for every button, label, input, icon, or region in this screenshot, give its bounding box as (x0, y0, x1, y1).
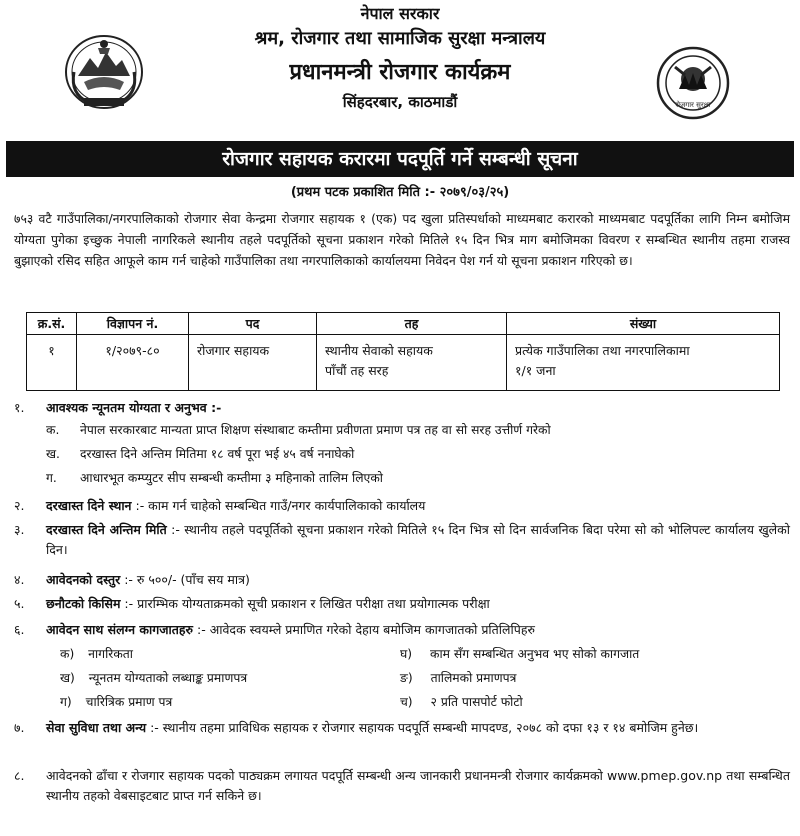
section-text: :- काम गर्न चाहेको सम्बन्धित गाउँ/नगर कार्यपालिकाको कार्यालय (135, 498, 426, 513)
document-text: तालिमको प्रमाणपत्र (430, 671, 517, 685)
document-text: न्यूनतम योग्यताको लब्धाङ्क प्रमाणपत्र (88, 671, 248, 685)
list-item-text: दरखास्त दिने अन्तिम मितिमा १८ वर्ष पूरा भई ४५ वर्ष ननाघेको (80, 447, 355, 461)
document-text: नागरिकता (88, 647, 133, 661)
notice-header (0, 0, 800, 138)
publication-date: (प्रथम पटक प्रकाशित मिति :- २०७९/०३/२५) (290, 185, 510, 200)
document-text: काम सँग सम्बन्धित अनुभव भए सोको कागजात (430, 647, 640, 661)
section-text: :- स्थानीय तहमा प्राविधिक सहायक र रोजगार सहायक पदपूर्ति सम्बन्धी मापदण्ड, २०७८ को दफा १३ र १४ बमोजिम हुनेछ। (150, 720, 699, 735)
table-cell-post: रोजगार सहायक (189, 335, 317, 391)
section-number: ६. (14, 622, 25, 637)
table-cell-level (317, 335, 507, 391)
document-label: ग) (60, 695, 72, 709)
table-header-row (27, 313, 780, 335)
section-title: आवेदन साथ संलग्न कागजातहरु (46, 622, 194, 637)
section-text: :- स्थानीय तहले पदपूर्तिको सूचना प्रकाशन गरेको मितिले १५ दिन भित्र सो दिन सार्वजनिक बिदा परेमा सो को भोलिपल्ट कार्यालय खुलेको दिन। (46, 522, 790, 557)
ministry-name: श्रम, रोजगार तथा सामाजिक सुरक्षा मन्त्रालय (254, 28, 546, 49)
section-title: छनौटको किसिम (46, 596, 121, 611)
section-title: दरखास्त दिने अन्तिम मिति (46, 522, 167, 537)
section-number: ७. (14, 720, 25, 735)
count-line-2: १/१ जना (515, 363, 556, 378)
table-header: पद (189, 313, 317, 335)
section-title: सेवा सुविधा तथा अन्य (46, 720, 147, 735)
document-label: क) (60, 647, 75, 661)
document-item (60, 644, 133, 664)
table-header: तह (317, 313, 507, 335)
level-line-1: स्थानीय सेवाको सहायक (325, 343, 433, 358)
section-text: :- आवेदक स्वयम्ले प्रमाणित गरेको देहाय बमोजिम कागजातको प्रतिलिपिहरु (197, 622, 535, 637)
section-body (46, 620, 790, 640)
office-address: सिंहदरबार, काठमाडौं (342, 93, 458, 111)
section-number: ४. (14, 572, 25, 587)
notice-title-banner: रोजगार सहायक करारमा पदपूर्ति गर्ने सम्बन्धी सूचना (6, 141, 794, 177)
table-cell-count (507, 335, 780, 391)
document-label: ख) (60, 671, 75, 685)
section-number: १. (14, 400, 25, 415)
table-cell-ad-no: १/२०७९-८० (77, 335, 189, 391)
table-cell-sn: १ (27, 335, 77, 391)
section-title: दरखास्त दिने स्थान (46, 498, 132, 513)
section-text: :- प्रारम्भिक योग्यताक्रमको सूची प्रकाशन र लिखित परीक्षा तथा प्रयोगात्मक परीक्षा (124, 596, 490, 611)
section-body (46, 570, 790, 590)
section-body (46, 718, 790, 738)
section-title: आवश्यक न्यूनतम योग्यता र अनुभव :- (46, 400, 222, 415)
section-number: ८. (14, 768, 25, 783)
count-line-1: प्रत्येक गाउँपालिका तथा नगरपालिकामा (515, 343, 690, 358)
table-header: क्र.सं. (27, 313, 77, 335)
list-item-text: आधारभूत कम्प्युटर सीप सम्बन्धी कम्तीमा ३ महिनाको तालिम लिएको (80, 471, 383, 485)
level-line-2: पाँचौं तह सरह (325, 363, 389, 378)
section-number: ५. (14, 596, 25, 611)
document-label: ङ) (400, 671, 413, 685)
list-item-text: नेपाल सरकारबाट मान्यता प्राप्त शिक्षण संस्थाबाट कम्तीमा प्रवीणता प्रमाण पत्र तह वा सो सरह उत्तीर्ण गरेको (80, 423, 551, 437)
section-body (46, 594, 790, 614)
section-body (46, 520, 790, 560)
document-item (400, 668, 516, 688)
list-item-label: ग. (46, 471, 57, 485)
document-item (400, 692, 523, 712)
program-name: प्रधानमन्त्री रोजगार कार्यक्रम (289, 60, 511, 85)
vacancy-table (26, 312, 780, 391)
document-label: घ) (400, 647, 413, 661)
government-name: नेपाल सरकार (360, 4, 440, 23)
section-text: आवेदनको ढाँचा र रोजगार सहायक पदको पाठ्यक्रम लगायत पदपूर्ति सम्बन्धी अन्य जानकारी प्रधानमन्त्री रोजगार कार्यक्रमको www.pmep.gov.np तथा सम्बन्धित स्थानीय तहको वेबसाइटबाट प्राप्त गर्न सकिने छ। (46, 768, 790, 803)
program-logo-icon (655, 45, 731, 121)
document-text: २ प्रति पासपोर्ट फोटो (430, 695, 523, 709)
table-header: संख्या (507, 313, 780, 335)
list-item-label: क. (46, 423, 60, 437)
section-number: २. (14, 498, 25, 513)
section-text: :- रु ५००/- (पाँच सय मात्र) (124, 572, 250, 587)
program-logo-text: रोजगार सुरक्षा (675, 101, 711, 109)
table-row (27, 335, 780, 391)
section-number: ३. (14, 522, 25, 537)
document-item (60, 692, 172, 712)
document-item (60, 668, 247, 688)
document-label: च) (400, 695, 413, 709)
section-body (46, 496, 790, 516)
section-title: आवेदनको दस्तुर (46, 572, 121, 587)
document-item (400, 644, 639, 664)
table-header: विज्ञापन नं. (77, 313, 189, 335)
document-text: चारित्रिक प्रमाण पत्र (85, 695, 173, 709)
list-item-label: ख. (46, 447, 60, 461)
nepal-coat-of-arms-icon (62, 32, 146, 112)
intro-paragraph: ७५३ वटै गाउँपालिका/नगरपालिकाको रोजगार सेवा केन्द्रमा रोजगार सहायक १ (एक) पद खुला प्रतिस्पर्धाको माध्यमबाट करारको माध्यमबाट पदपूर्तिका लागि निम्न बमोजिम योग्यता पुगेका इच्छुक नेपाली नागरिकले स्थानीय तहले पदपूर्तिको सूचना प्रकाशन गरेको मितिले १५ दिन भित्र माग बमोजिमका विवरण र सम्बन्धित स्थानीय तहमा राजस्व बुझाएको रसिद सहित आफूले काम गर्न चाहेको गाउँपालिका तथा नगरपालिकाको कार्यालयमा निवेदन पेश गर्न यो सूचना प्रकाशन गरिएको छ। (14, 211, 790, 269)
